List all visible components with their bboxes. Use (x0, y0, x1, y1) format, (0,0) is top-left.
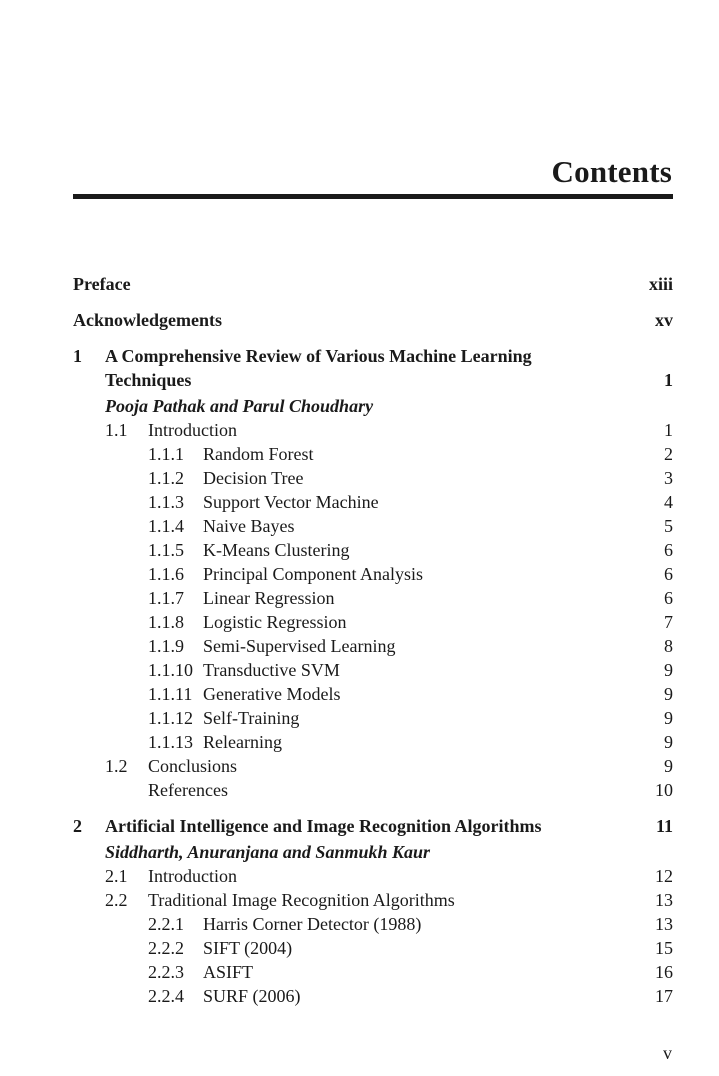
chapter-1-title-line2[interactable] (73, 368, 673, 392)
entry-page: 6 (664, 564, 673, 584)
entry-title: Preface (73, 274, 131, 294)
toc-section[interactable] (73, 888, 673, 912)
entry-page: 2 (664, 444, 673, 464)
title-rule (73, 194, 673, 199)
subsection-title: Naive Bayes (203, 516, 295, 536)
entry-page: 9 (664, 756, 673, 776)
entry-page: 1 (664, 420, 673, 440)
subsection-number: 1.1.1 (148, 444, 184, 464)
subsection-number: 1.1.13 (148, 732, 193, 752)
toc-subsection[interactable] (73, 634, 673, 658)
entry-page: 7 (664, 612, 673, 632)
subsection-number: 1.1.12 (148, 708, 193, 728)
subsection-title: Relearning (203, 732, 282, 752)
subsection-title: Random Forest (203, 444, 314, 464)
section-title: Conclusions (148, 756, 238, 776)
subsection-number: 2.2.1 (148, 914, 184, 934)
entry-page: 9 (664, 708, 673, 728)
chapter-title: A Comprehensive Review of Various Machine Learning (105, 346, 532, 366)
subsection-number: 1.1.7 (148, 588, 184, 608)
chapter-2-title[interactable] (73, 814, 673, 838)
page-number: v (663, 1043, 672, 1063)
subsection-title: Logistic Regression (203, 612, 347, 632)
subsection-title: Principal Component Analysis (203, 564, 423, 584)
section-title: Introduction (148, 420, 237, 440)
chapter-1-title-line1[interactable] (73, 344, 673, 368)
subsection-title: Generative Models (203, 684, 341, 704)
entry-page: 17 (655, 986, 673, 1006)
entry-page: 15 (655, 938, 673, 958)
toc-section[interactable] (73, 864, 673, 888)
entry-page: 6 (664, 540, 673, 560)
toc-entry-preface[interactable] (73, 272, 673, 296)
subsection-number: 1.1.4 (148, 516, 184, 536)
subsection-title: Self-Training (203, 708, 300, 728)
toc-subsection[interactable] (73, 562, 673, 586)
subsection-title: Decision Tree (203, 468, 304, 488)
section-number: 2.1 (105, 866, 128, 886)
entry-page: 3 (664, 468, 673, 488)
entry-page: 9 (664, 732, 673, 752)
chapter-number: 2 (73, 816, 82, 836)
subsection-title: SIFT (2004) (203, 938, 293, 958)
toc-subsection[interactable] (73, 912, 673, 936)
chapter-title-continued: Techniques (105, 370, 192, 390)
entry-page: 5 (664, 516, 673, 536)
page-title: Contents (551, 154, 672, 189)
toc-section[interactable] (73, 754, 673, 778)
entry-page: 6 (664, 588, 673, 608)
toc-subsection[interactable] (73, 538, 673, 562)
section-number: 1.2 (105, 756, 128, 776)
subsection-number: 2.2.4 (148, 986, 184, 1006)
entry-page: xv (655, 310, 673, 330)
subsection-number: 1.1.10 (148, 660, 193, 680)
toc-section-references[interactable] (73, 778, 673, 802)
entry-page: 13 (655, 914, 673, 934)
toc-subsection[interactable] (73, 984, 673, 1008)
subsection-number: 1.1.2 (148, 468, 184, 488)
entry-page: xiii (648, 274, 673, 294)
toc-subsection[interactable] (73, 730, 673, 754)
entry-page: 8 (664, 636, 673, 656)
toc-section[interactable] (73, 418, 673, 442)
toc-subsection[interactable] (73, 514, 673, 538)
subsection-title: SURF (2006) (203, 986, 301, 1006)
entry-page: 9 (664, 684, 673, 704)
chapter-title: Artificial Intelligence and Image Recognition Algorithms (105, 816, 542, 836)
entry-page: 9 (664, 660, 673, 680)
section-number: 1.1 (105, 420, 128, 440)
subsection-title: Harris Corner Detector (1988) (203, 914, 422, 934)
entry-title: Acknowledgements (73, 310, 222, 330)
subsection-number: 1.1.6 (148, 564, 184, 584)
toc-subsection[interactable] (73, 610, 673, 634)
subsection-title: Semi-Supervised Learning (203, 636, 396, 656)
toc-subsection[interactable] (73, 682, 673, 706)
subsection-title: Transductive SVM (203, 660, 340, 680)
subsection-number: 1.1.5 (148, 540, 184, 560)
subsection-number: 1.1.3 (148, 492, 184, 512)
chapter-authors: Siddharth, Anuranjana and Sanmukh Kaur (105, 842, 431, 862)
toc-subsection[interactable] (73, 490, 673, 514)
section-title: References (148, 780, 228, 800)
subsection-number: 1.1.9 (148, 636, 184, 656)
chapter-number: 1 (73, 346, 82, 366)
subsection-title: K-Means Clustering (203, 540, 350, 560)
subsection-number: 1.1.8 (148, 612, 184, 632)
section-number: 2.2 (105, 890, 128, 910)
subsection-title: Linear Regression (203, 588, 335, 608)
entry-page: 13 (655, 890, 673, 910)
subsection-number: 2.2.3 (148, 962, 184, 982)
entry-page: 10 (655, 780, 673, 800)
chapter-1-authors (73, 394, 673, 418)
subsection-title: Support Vector Machine (203, 492, 379, 512)
toc-subsection[interactable] (73, 466, 673, 490)
toc-subsection[interactable] (73, 442, 673, 466)
subsection-number: 1.1.11 (148, 684, 193, 704)
toc-subsection[interactable] (73, 658, 673, 682)
section-title: Traditional Image Recognition Algorithms (148, 890, 455, 910)
entry-page: 12 (655, 866, 673, 886)
toc-entry-acknowledgements[interactable] (73, 308, 673, 332)
toc-subsection[interactable] (73, 936, 673, 960)
entry-page: 11 (655, 816, 673, 836)
section-title: Introduction (148, 866, 237, 886)
toc-subsection[interactable] (73, 960, 673, 984)
subsection-title: ASIFT (203, 962, 254, 982)
entry-page: 1 (664, 370, 673, 390)
subsection-number: 2.2.2 (148, 938, 184, 958)
entry-page: 4 (664, 492, 673, 512)
chapter-authors: Pooja Pathak and Parul Choudhary (105, 396, 374, 416)
chapter-2-authors (73, 840, 673, 864)
toc-subsection[interactable] (73, 586, 673, 610)
entry-page: 16 (655, 962, 673, 982)
toc-subsection[interactable] (73, 706, 673, 730)
